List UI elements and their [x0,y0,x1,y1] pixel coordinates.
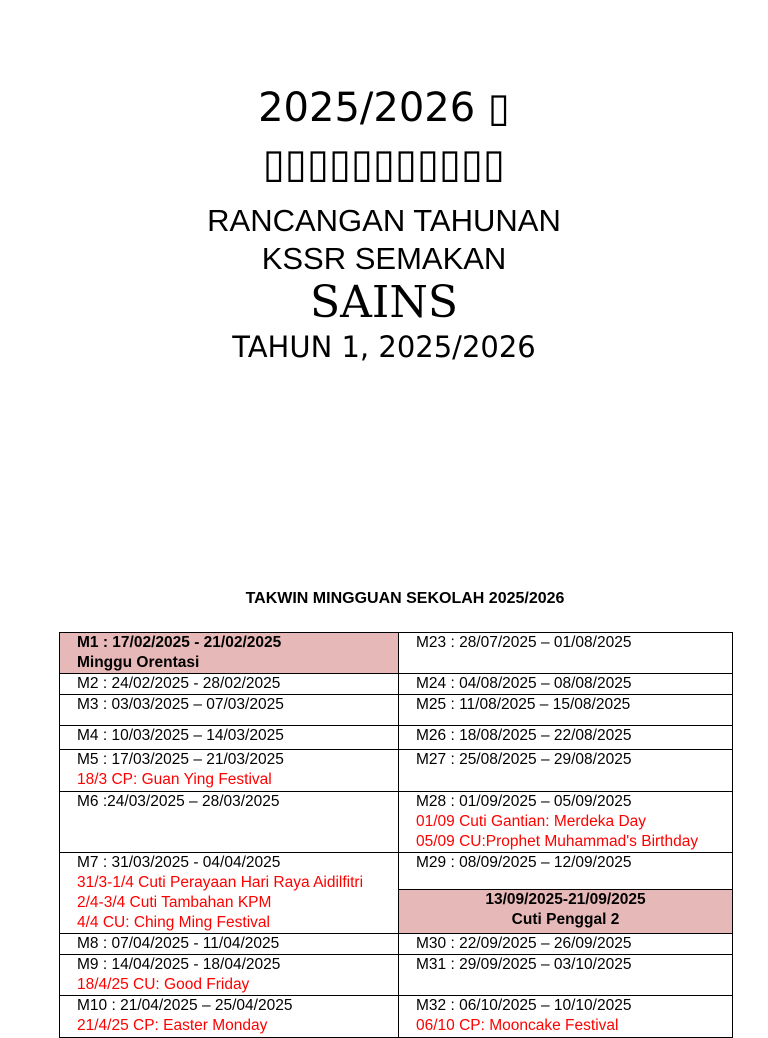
break-range: 13/09/2025-21/09/2025 [485,891,646,909]
school-week-calendar [59,632,733,1038]
year-level: TAHUN 1, 2025/2026 [232,330,536,364]
calendar-title: TAKWIN MINGGUAN SEKOLAH 2025/2026 [245,590,565,607]
week-cell-m9 [60,955,399,996]
table-row [60,934,733,955]
table-row [60,750,733,792]
week-range: M4 : 10/03/2025 – 14/03/2025 [77,727,284,744]
holiday-note: 18/3 CP: Guan Ying Festival [77,771,272,788]
week-range: M26 : 18/08/2025 – 22/08/2025 [416,727,632,744]
break-label: Cuti Penggal 2 [511,911,620,929]
week-cell-m7 [60,853,399,934]
week-cell-m6 [60,792,399,853]
subject-name: SAINS [310,277,458,328]
week-note: Minggu Orentasi [77,654,200,671]
week-range: M7 : 31/03/2025 - 04/04/2025 [77,854,281,871]
week-cell-m32 [399,996,733,1038]
week-range: M23 : 28/07/2025 – 01/08/2025 [416,634,632,651]
week-cell-m27 [399,750,733,792]
curriculum-label: KSSR SEMAKAN [261,241,507,276]
week-cell-m30 [399,934,733,955]
week-range: M29 : 08/09/2025 – 12/09/2025 [416,854,632,871]
week-range: M8 : 07/04/2025 - 11/04/2025 [77,935,280,952]
title-year: 2025/2026 ▯ [258,85,510,131]
week-range: M10 : 21/04/2025 – 25/04/2025 [77,997,293,1014]
week-cell-m26 [399,726,733,750]
table-row [60,695,733,726]
holiday-note: 18/4/25 CU: Good Friday [77,976,250,993]
week-cell-m25 [399,695,733,726]
week-cell-m29 [399,853,733,890]
term-break-cell [399,890,733,934]
week-cell-m2 [60,674,399,695]
week-range: M3 : 03/03/2025 – 07/03/2025 [77,696,284,713]
holiday-note: 21/4/25 CP: Easter Monday [77,1017,268,1034]
holiday-note: 4/4 CU: Ching Ming Festival [77,914,270,931]
week-range: M25 : 11/08/2025 – 15/08/2025 [416,696,631,713]
week-cell-m31 [399,955,733,996]
week-cell-m4 [60,726,399,750]
week-cell-m10 [60,996,399,1038]
week-range: M31 : 29/09/2025 – 03/10/2025 [416,956,632,973]
week-cell-m8 [60,934,399,955]
table-row [60,853,733,890]
plan-title: RANCANGAN TAHUNAN [207,203,561,238]
week-cell-m1 [60,633,399,674]
week-range: M32 : 06/10/2025 – 10/10/2025 [416,997,632,1014]
table-row [60,792,733,853]
week-range: M30 : 22/09/2025 – 26/09/2025 [416,935,632,952]
table-row [60,674,733,695]
week-range: M28 : 01/09/2025 – 05/09/2025 [416,793,632,810]
table-row [60,726,733,750]
week-cell-m5 [60,750,399,792]
table-row [60,633,733,674]
table-row [60,955,733,996]
week-range: M24 : 04/08/2025 – 08/08/2025 [416,675,632,692]
week-range: M2 : 24/02/2025 - 28/02/2025 [77,675,281,692]
week-range: M6 :24/03/2025 – 28/03/2025 [77,793,280,810]
week-cell-m3 [60,695,399,726]
week-cell-m24 [399,674,733,695]
holiday-note: 01/09 Cuti Gantian: Merdeka Day [416,813,647,830]
holiday-note: 2/4-3/4 Cuti Tambahan KPM [77,894,272,911]
week-cell-m23 [399,633,733,674]
week-range: M5 : 17/03/2025 – 21/03/2025 [77,751,284,768]
week-range: M9 : 14/04/2025 - 18/04/2025 [77,956,281,973]
title-unrendered-glyphs: ▯▯▯▯▯▯▯▯▯▯▯ [262,141,506,187]
holiday-note: 06/10 CP: Mooncake Festival [416,1017,619,1034]
week-range: M1 : 17/02/2025 - 21/02/2025 [77,634,282,651]
table-row [60,996,733,1038]
holiday-note: 05/09 CU:Prophet Muhammad's Birthday [416,833,699,850]
week-cell-m28 [399,792,733,853]
week-range: M27 : 25/08/2025 – 29/08/2025 [416,751,632,768]
holiday-note: 31/3-1/4 Cuti Perayaan Hari Raya Aidilfitri [77,874,364,891]
